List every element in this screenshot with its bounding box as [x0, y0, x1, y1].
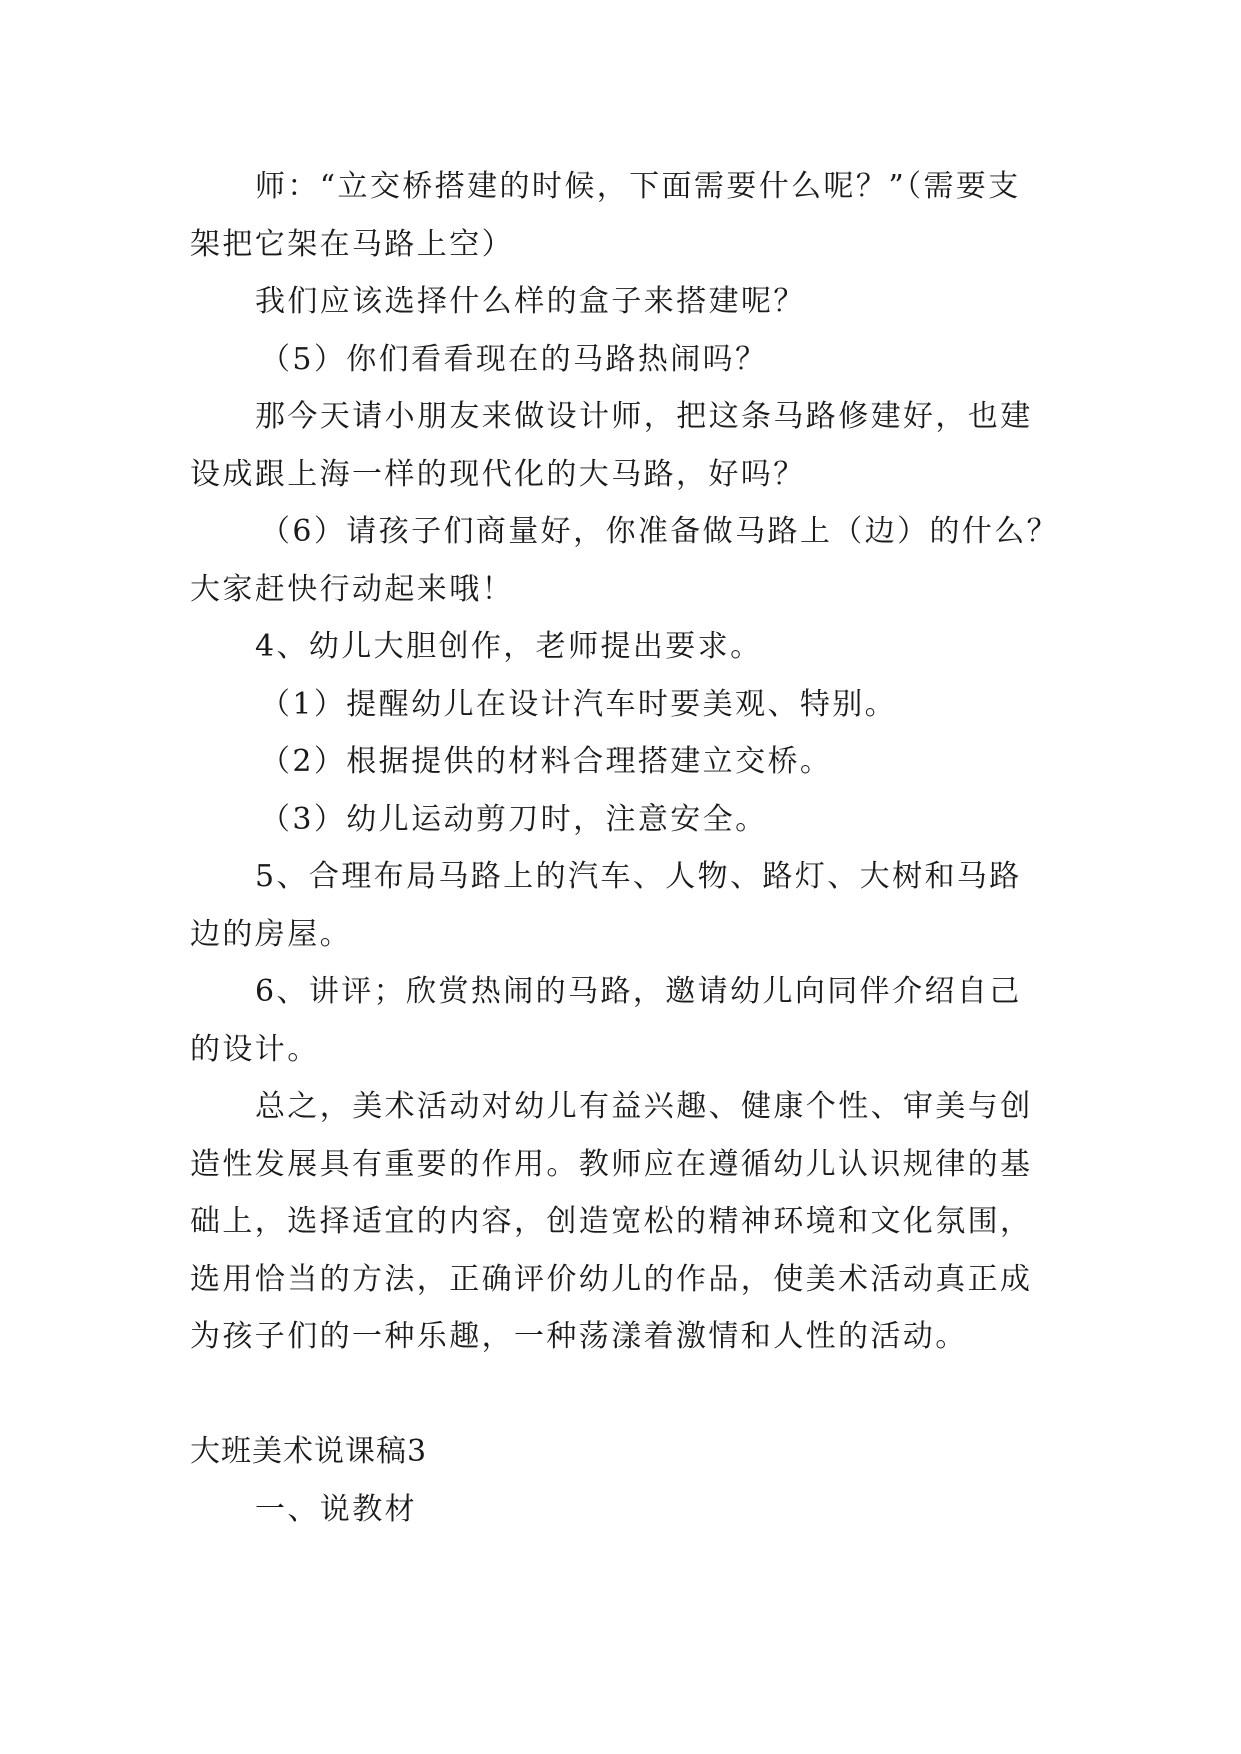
section-title: 大班美术说课稿3 — [190, 1434, 428, 1469]
paragraph-line: 6、讲评；欣赏热闹的马路，邀请幼儿向同伴介绍自己 — [255, 974, 1022, 1009]
paragraph-line: 础上，选择适宜的内容，创造宽松的精神环境和文化氛围， — [190, 1204, 1033, 1239]
paragraph-line: （6）请孩子们商量好，你准备做马路上（边）的什么？ — [260, 514, 1060, 549]
paragraph-line: 架把它架在马路上空） — [190, 227, 514, 262]
paragraph-line: 4、幼儿大胆创作，老师提出要求。 — [255, 629, 763, 664]
paragraph-line: 那今天请小朋友来做设计师，把这条马路修建好，也建 — [255, 399, 1033, 434]
paragraph-line: 大家赶快行动起来哦！ — [190, 572, 514, 607]
paragraph-line: 选用恰当的方法，正确评价幼儿的作品，使美术活动真正成 — [190, 1262, 1033, 1297]
paragraph-line: （5）你们看看现在的马路热闹吗？ — [260, 342, 768, 377]
paragraph-line: 为孩子们的一种乐趣，一种荡漾着激情和人性的活动。 — [190, 1319, 968, 1354]
paragraph-line: 的设计。 — [190, 1032, 320, 1067]
paragraph-line: 我们应该选择什么样的盒子来搭建呢？ — [255, 284, 806, 319]
paragraph-line: （3）幼儿运动剪刀时，注意安全。 — [260, 802, 768, 837]
paragraph-line: 造性发展具有重要的作用。教师应在遵循幼儿认识规律的基 — [190, 1147, 1033, 1182]
paragraph-line: （2）根据提供的材料合理搭建立交桥。 — [260, 744, 833, 779]
subheading: 一、说教材 — [255, 1492, 417, 1527]
paragraph-line: 边的房屋。 — [190, 917, 352, 952]
paragraph-line: 设成跟上海一样的现代化的大马路，好吗？ — [190, 457, 806, 492]
paragraph-line: 师：“立交桥搭建的时候，下面需要什么呢？”（需要支 — [255, 169, 1021, 204]
paragraph-line: （1）提醒幼儿在设计汽车时要美观、特别。 — [260, 687, 898, 722]
paragraph-line: 5、合理布局马路上的汽车、人物、路灯、大树和马路 — [255, 859, 1022, 894]
paragraph-line: 总之，美术活动对幼儿有益兴趣、健康个性、审美与创 — [255, 1089, 1033, 1124]
